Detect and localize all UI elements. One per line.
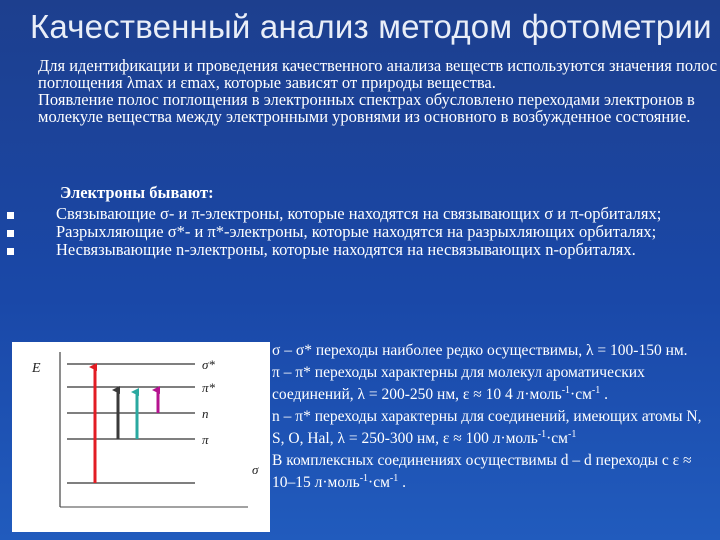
- note-sigma-transitions: σ – σ* переходы наиболее редко осуществимы, λ = 100-150 нм.: [272, 342, 688, 359]
- note-n-text: n – π* переходы характерны для соединений, имеющих атомы N, S, O, Hal, λ = 250-300 нм, ε ≈ 100 л·моль: [272, 408, 702, 447]
- transition-notes: [272, 340, 716, 494]
- note-pi-text: π – π* переходы характерны для молекул ароматических соединений, λ = 200-250 нм, ε ≈ 10 4 л·моль: [272, 364, 645, 403]
- note-n-unit: ·см: [546, 430, 568, 447]
- electron-types-heading: Электроны бывают:: [60, 183, 214, 202]
- note-n-exponent-1: -1: [537, 429, 547, 440]
- note-n-exponent-2: -1: [568, 429, 577, 440]
- note-pi-transitions: [272, 362, 716, 406]
- level-label-pi: π: [202, 432, 209, 447]
- list-item: [0, 241, 696, 258]
- level-label-pi-star: π*: [202, 380, 216, 395]
- slide-title: Качественный анализ методом фотометрии: [30, 8, 712, 45]
- note-d-exponent-2: -1: [389, 473, 399, 484]
- list-item-text: Несвязывающие n-электроны, которые находятся на несвязывающих n-орбиталях.: [56, 240, 636, 259]
- bullet-icon: [7, 230, 14, 237]
- list-item-text: Связывающие σ- и π-электроны, которые находятся на связывающих σ и π-орбиталях;: [56, 204, 662, 223]
- note-pi-unit: ·см: [570, 386, 592, 403]
- list-item: [0, 205, 696, 222]
- note-d-exponent-1: -1: [359, 473, 369, 484]
- bullet-icon: [7, 248, 14, 255]
- electron-types-list: [0, 205, 720, 258]
- note-pi-end: .: [600, 386, 608, 403]
- note-n-transitions: [272, 406, 716, 450]
- note-d-end: .: [398, 474, 406, 491]
- level-label-n: n: [202, 406, 209, 421]
- level-label-sigma-star: σ*: [202, 357, 215, 372]
- list-item-text: Разрыхляющие σ*- и π*-электроны, которые находятся на разрыхляющих орбиталях;: [56, 222, 657, 241]
- note-d-unit: ·см: [368, 474, 390, 491]
- note-pi-exponent-2: -1: [591, 385, 601, 396]
- note-pi-exponent-1: -1: [561, 385, 571, 396]
- intro-text: [38, 57, 718, 125]
- level-label-sigma: σ: [252, 462, 259, 477]
- energy-axis-label: E: [32, 361, 41, 376]
- note-d-transitions: [272, 450, 716, 494]
- bullet-icon: [7, 212, 14, 219]
- energy-level-diagram: [12, 342, 270, 532]
- list-item: [0, 223, 696, 240]
- intro-paragraph-2: Появление полос поглощения в электронных спектрах обусловлено переходами электронов в молекуле вещества между электронными уровнями из основного в возбужденное состояние.: [38, 90, 695, 126]
- intro-paragraph-1: Для идентификации и проведения качественного анализа веществ используются значения полос поглощения λmax и εmax, которые зависят от природы вещества.: [38, 56, 718, 92]
- note-d-text: В комплексных соединениях осуществимы d – d переходы с ε ≈ 10–15 л·моль: [272, 452, 692, 491]
